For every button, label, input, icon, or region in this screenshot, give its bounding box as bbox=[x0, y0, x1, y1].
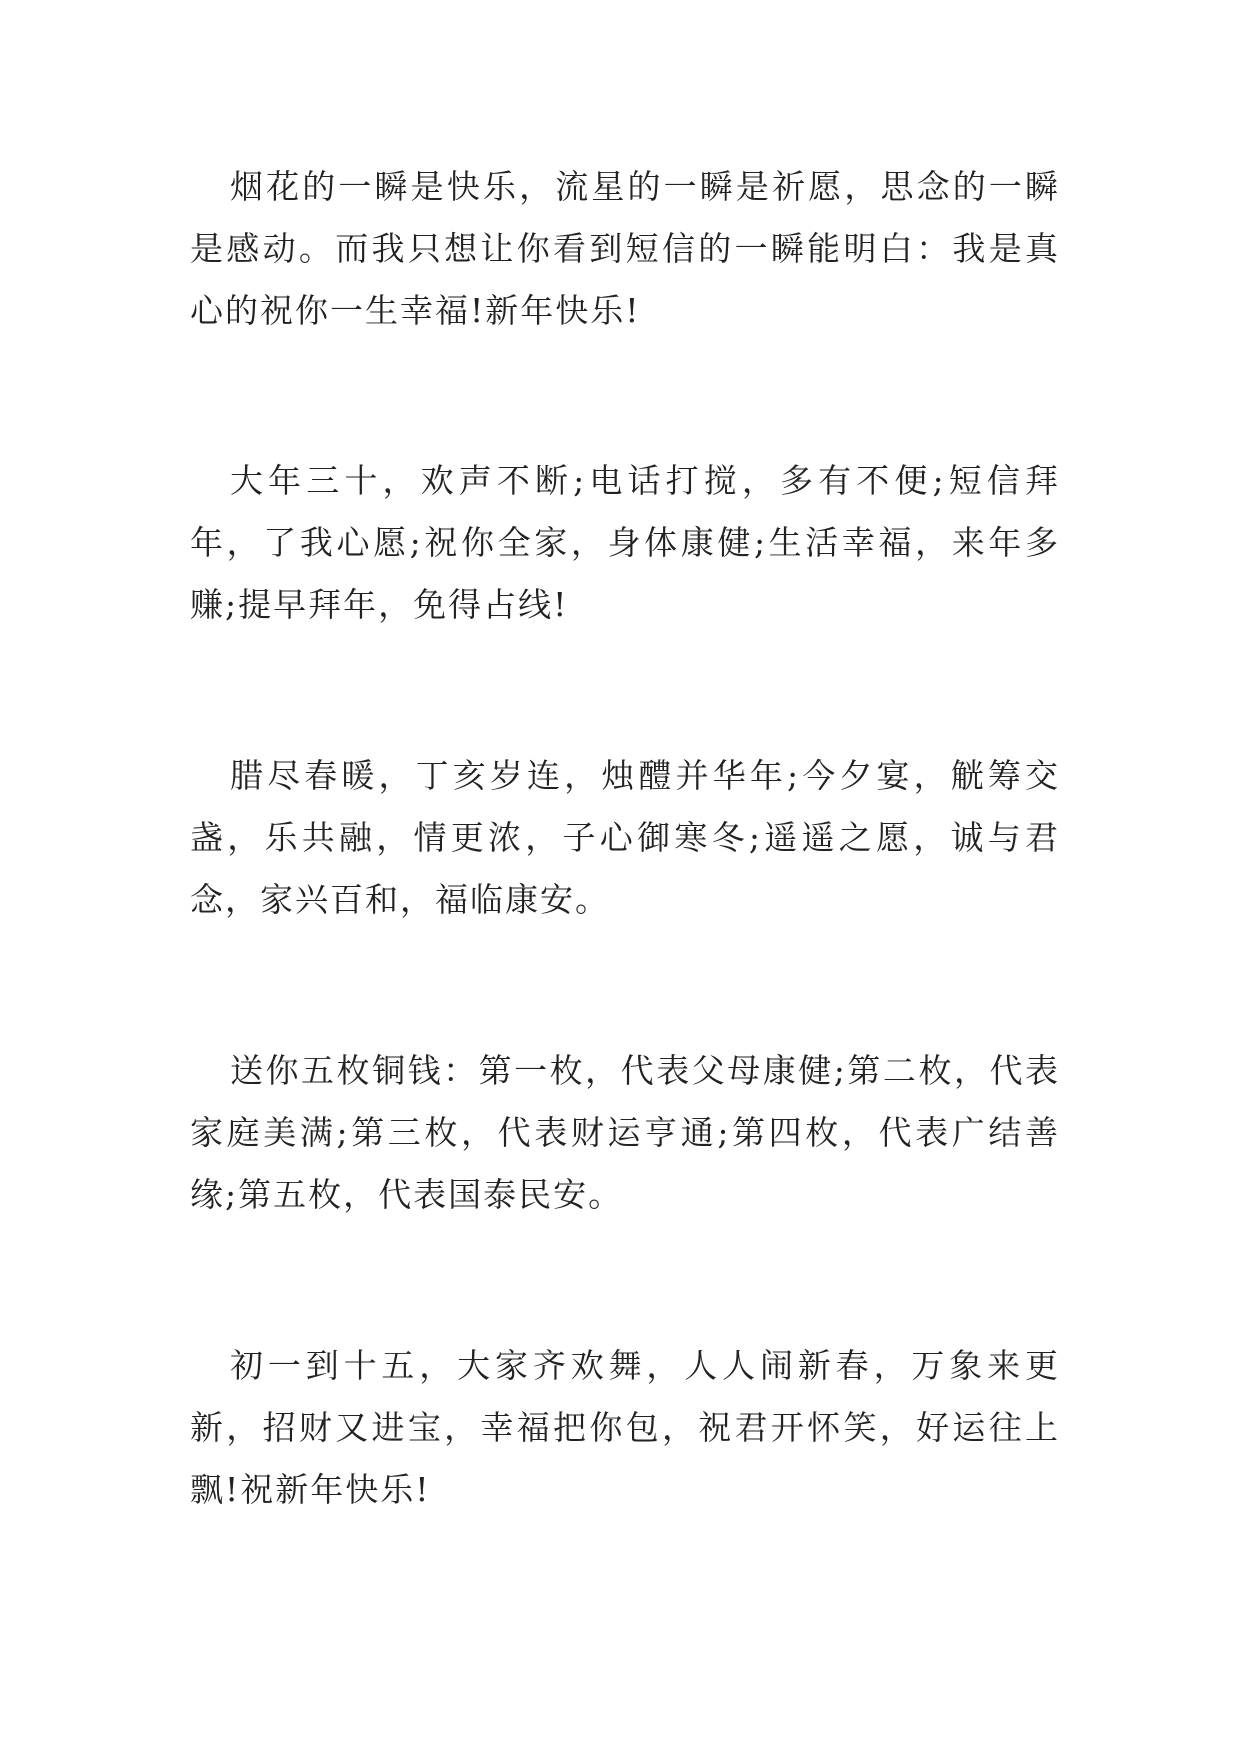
greeting-paragraph-4: 送你五枚铜钱：第一枚，代表父母康健;第二枚，代表家庭美满;第三枚，代表财运亨通;第四枚，代表广结善缘;第五枚，代表国泰民安。 bbox=[190, 1051, 1060, 1214]
greeting-paragraph-3: 腊尽春暖，丁亥岁连，烛醴并华年;今夕宴，觥筹交盏，乐共融，情更浓，子心御寒冬;遥遥之愿，诚与君念，家兴百和，福临康安。 bbox=[190, 756, 1060, 919]
greeting-paragraph-2: 大年三十，欢声不断;电话打搅，多有不便;短信拜年，了我心愿;祝你全家，身体康健;生活幸福，来年多赚;提早拜年，免得占线! bbox=[190, 461, 1060, 624]
greeting-paragraph-5: 初一到十五，大家齐欢舞，人人闹新春，万象来更新，招财又进宝，幸福把你包，祝君开怀笑，好运往上飘!祝新年快乐! bbox=[190, 1346, 1060, 1509]
greeting-paragraph-1: 烟花的一瞬是快乐，流星的一瞬是祈愿，思念的一瞬是感动。而我只想让你看到短信的一瞬能明白：我是真心的祝你一生幸福!新年快乐! bbox=[190, 167, 1060, 330]
